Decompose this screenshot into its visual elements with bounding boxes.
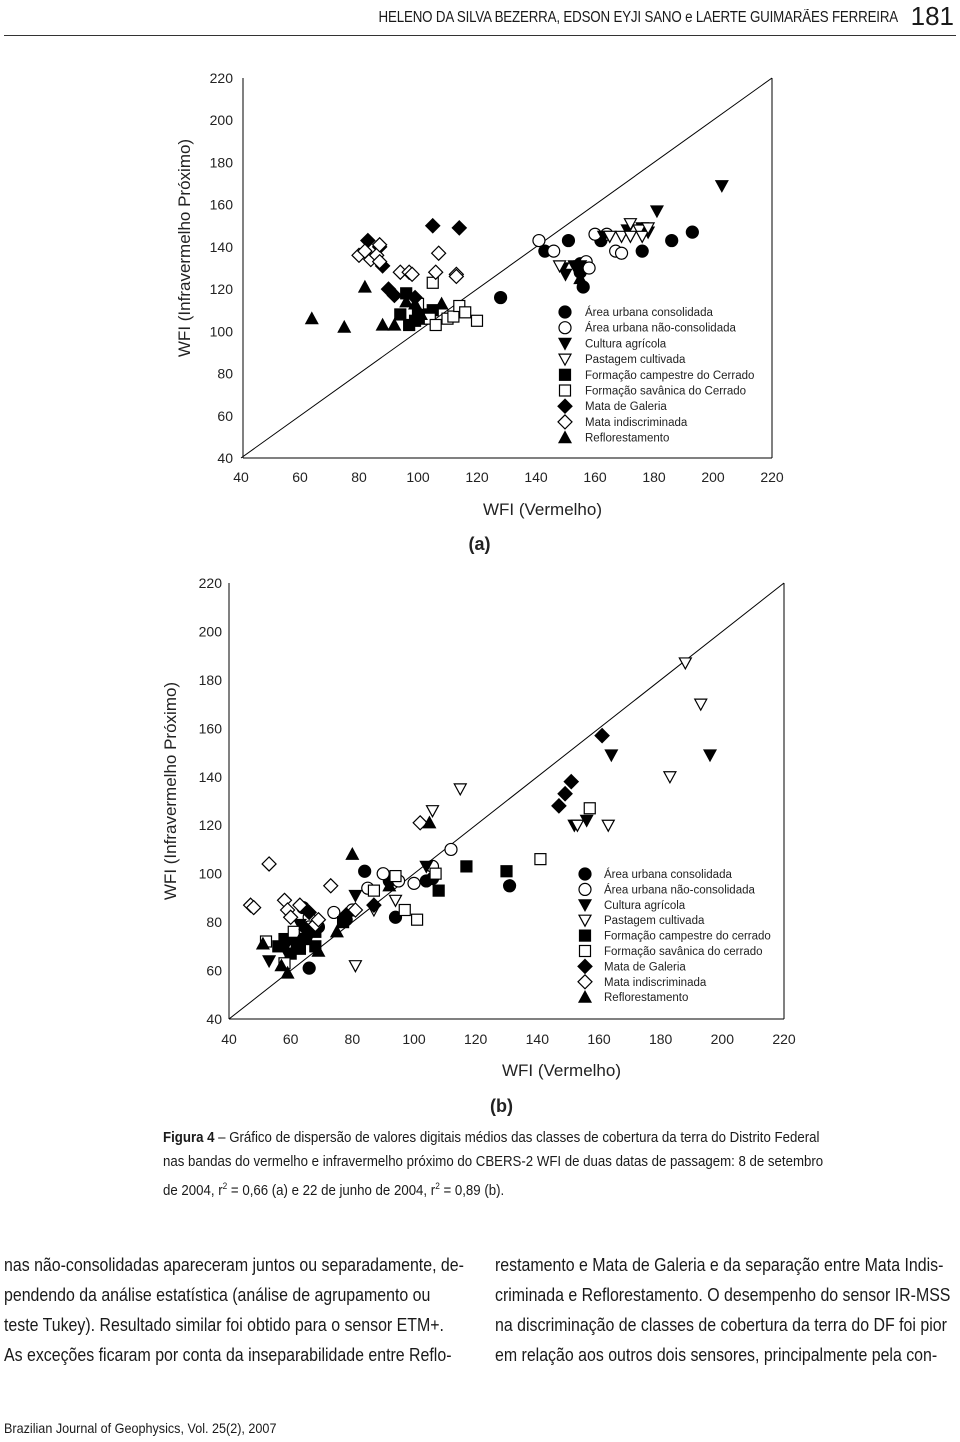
- caption-line-3a: de 2004, r: [163, 1182, 223, 1199]
- data-point: [359, 865, 371, 877]
- y-axis-label: WFI (Infravermelho Próximo): [161, 681, 180, 901]
- y-tick-label: 220: [209, 70, 233, 86]
- data-point: [535, 854, 546, 865]
- data-point: [602, 820, 614, 831]
- data-point: [584, 803, 595, 814]
- x-tick-label: 120: [463, 1031, 488, 1047]
- figure-caption: [163, 1126, 824, 1203]
- legend-marker: [580, 930, 591, 941]
- x-tick-label: 100: [406, 469, 430, 485]
- legend-marker: [579, 883, 591, 895]
- legend-label: Área urbana não-consolidada: [604, 884, 755, 897]
- data-point: [605, 750, 617, 761]
- data-point: [306, 313, 318, 324]
- body-line: na discriminação de classes de cobertura da terra do DF foi pior: [495, 1314, 947, 1335]
- data-point: [427, 806, 439, 817]
- legend-label: Pastagem cultivada: [604, 915, 705, 928]
- data-point: [349, 961, 361, 972]
- header-authors: HELENO DA SILVA BEZERRA, EDSON EYJI SANO e LAERTE GUIMARÃES FERREIRA: [378, 9, 898, 26]
- y-tick-label: 180: [209, 154, 233, 171]
- x-tick-label: 160: [587, 1031, 611, 1047]
- body-line: pendendo da análise estatística (análise de agrupamento ou: [4, 1284, 431, 1305]
- data-point: [624, 231, 636, 242]
- x-tick-label: 200: [710, 1031, 735, 1047]
- body-column-right: [495, 1250, 954, 1370]
- x-tick-label: 60: [292, 469, 308, 485]
- legend-marker: [580, 946, 591, 957]
- x-tick-label: 140: [525, 1031, 550, 1047]
- data-point: [399, 905, 410, 916]
- x-tick-label: 60: [282, 1031, 299, 1047]
- y-tick-label: 200: [198, 623, 222, 640]
- data-point: [388, 319, 400, 330]
- legend-label: Reflorestamento: [585, 432, 670, 445]
- x-tick-label: 40: [221, 1031, 237, 1047]
- legend-marker: [559, 322, 571, 334]
- caption-label: Figura 4: [163, 1130, 215, 1146]
- x-tick-label: 40: [233, 469, 249, 485]
- y-tick-label: 160: [209, 196, 233, 213]
- y-tick-label: 140: [209, 238, 233, 255]
- y-tick-label: 120: [209, 281, 233, 298]
- caption-line-3c: = 0,89 (b).: [439, 1182, 505, 1199]
- caption-line-3b: = 0,66 (a) e 22 de junho de 2004, r: [227, 1182, 436, 1199]
- data-point: [616, 247, 628, 259]
- x-axis-label: WFI (Vermelho): [482, 500, 603, 519]
- body-line: restamento e Mata de Galeria e da separação entre Mata Indis-: [495, 1254, 944, 1275]
- data-point: [472, 315, 483, 326]
- legend-label: Formação campestre do Cerrado: [585, 369, 755, 382]
- legend-label: Mata de Galeria: [585, 401, 667, 414]
- y-tick-label: 100: [198, 865, 222, 882]
- x-tick-label: 100: [402, 1031, 426, 1047]
- data-point: [303, 962, 315, 974]
- body-column-left: [4, 1250, 464, 1370]
- data-point: [704, 750, 716, 761]
- y-tick-label: 60: [206, 962, 222, 979]
- data-point: [263, 956, 275, 967]
- legend-label: Mata indiscriminada: [585, 416, 688, 429]
- data-point: [395, 309, 406, 320]
- legend-marker: [579, 900, 591, 911]
- data-point: [460, 307, 471, 318]
- x-tick-label: 220: [760, 469, 784, 485]
- legend-label: Área urbana consolidada: [585, 307, 713, 319]
- y-tick-label: 120: [198, 817, 222, 834]
- body-line: em relação aos outros dois sensores, principalmente pela con-: [495, 1344, 938, 1365]
- data-point: [495, 292, 507, 304]
- data-point: [433, 885, 444, 896]
- data-point: [430, 868, 441, 879]
- x-tick-label: 80: [344, 1031, 361, 1047]
- legend-marker: [559, 338, 571, 349]
- x-tick-label: 180: [648, 1031, 673, 1047]
- scatter-chart-b: [0, 560, 960, 1116]
- data-point: [408, 877, 420, 889]
- legend-marker: [578, 959, 592, 973]
- data-point: [686, 226, 698, 238]
- y-tick-label: 80: [217, 365, 233, 382]
- data-point: [636, 231, 648, 242]
- data-point: [562, 235, 574, 247]
- legend-marker: [559, 354, 571, 365]
- legend-label: Reflorestamento: [604, 992, 689, 1005]
- panel-label: (b): [490, 1096, 513, 1116]
- y-tick-label: 220: [198, 575, 222, 591]
- legend-marker: [558, 399, 572, 413]
- data-point: [338, 321, 350, 332]
- data-point: [359, 281, 371, 292]
- x-tick-label: 80: [351, 469, 367, 485]
- data-point: [288, 926, 299, 937]
- header-rule: [4, 35, 956, 36]
- y-tick-label: 40: [206, 1011, 222, 1027]
- y-tick-label: 40: [217, 450, 233, 466]
- data-point: [426, 219, 440, 233]
- legend-label: Formação savânica do cerrado: [604, 946, 763, 958]
- data-point: [636, 245, 648, 257]
- legend-label: Mata indiscriminada: [604, 976, 707, 989]
- legend-label: Formação savânica do Cerrado: [585, 385, 747, 398]
- legend-marker: [559, 432, 571, 443]
- data-point: [324, 879, 338, 893]
- data-point: [504, 880, 516, 892]
- y-tick-label: 160: [198, 720, 222, 737]
- x-tick-label: 220: [772, 1031, 796, 1047]
- data-point: [651, 206, 663, 217]
- data-point: [390, 871, 401, 882]
- legend-marker: [559, 306, 571, 318]
- data-point: [454, 784, 466, 795]
- data-point: [430, 320, 441, 331]
- legend-marker: [578, 975, 592, 989]
- data-point: [533, 235, 545, 247]
- data-point: [412, 914, 423, 925]
- data-point: [560, 269, 572, 280]
- data-point: [368, 885, 379, 896]
- one-to-one-line: [241, 78, 772, 458]
- caption-sup-2: 2: [435, 1181, 440, 1191]
- legend-marker: [579, 991, 591, 1002]
- caption-line-1: – Gráfico de dispersão de valores digitais médios das classes de cobertura da terra do Distrito Federal: [214, 1130, 820, 1146]
- x-axis-label: WFI (Vermelho): [501, 1061, 622, 1080]
- x-tick-label: 180: [642, 469, 666, 485]
- legend-marker: [579, 915, 591, 926]
- journal-footer: Brazilian Journal of Geophysics, Vol. 25(2), 2007: [4, 1420, 277, 1436]
- data-point: [346, 848, 358, 859]
- data-point: [564, 775, 578, 789]
- data-point: [436, 298, 448, 309]
- legend-label: Cultura agrícola: [604, 899, 686, 912]
- body-line: criminada e Reflorestamento. O desempenho do sensor IR-MSS: [495, 1284, 951, 1305]
- data-point: [432, 246, 446, 260]
- data-point: [552, 799, 566, 813]
- data-point: [548, 245, 560, 257]
- caption-sup-1: 2: [222, 1181, 228, 1191]
- scatter-chart-a: [0, 40, 960, 600]
- legend-label: Área urbana consolidada: [604, 869, 732, 881]
- legend-marker: [579, 868, 591, 880]
- data-point: [349, 890, 361, 901]
- y-tick-label: 180: [198, 671, 222, 688]
- data-point: [664, 772, 676, 783]
- y-tick-label: 60: [217, 407, 233, 424]
- data-point: [595, 729, 609, 743]
- x-tick-label: 140: [524, 469, 548, 485]
- y-tick-label: 80: [206, 914, 222, 931]
- page-number: 181: [910, 1, 954, 31]
- data-point: [501, 866, 512, 877]
- data-point: [666, 235, 678, 247]
- panel-label: (a): [468, 534, 491, 554]
- legend-label: Cultura agrícola: [585, 338, 667, 351]
- data-point: [716, 181, 728, 192]
- x-tick-label: 160: [583, 469, 607, 485]
- y-axis-label: WFI (Infravermelho Próximo): [175, 138, 194, 358]
- legend-label: Formação campestre do cerrado: [604, 930, 771, 943]
- body-line: teste Tukey). Resultado similar foi obtido para o sensor ETM+.: [4, 1314, 444, 1335]
- data-point: [558, 787, 572, 801]
- legend-marker: [560, 369, 571, 380]
- legend-marker: [560, 385, 571, 396]
- y-tick-label: 100: [209, 323, 233, 340]
- data-point: [452, 221, 466, 235]
- legend-label: Mata de Galeria: [604, 961, 686, 974]
- running-header: [0, 0, 960, 40]
- legend-label: Pastagem cultivada: [585, 354, 686, 367]
- data-point: [377, 868, 389, 880]
- data-point: [695, 699, 707, 710]
- data-point: [367, 898, 381, 912]
- data-point: [461, 861, 472, 872]
- data-point: [445, 843, 457, 855]
- y-tick-label: 140: [198, 768, 222, 785]
- data-point: [262, 857, 276, 871]
- x-tick-label: 200: [701, 469, 725, 485]
- legend-marker: [558, 415, 572, 429]
- body-line: nas não-consolidadas apareceram juntos ou separadamente, de-: [4, 1254, 464, 1275]
- body-line: As exceções ficaram por conta da inseparabilidade entre Reflo-: [4, 1344, 452, 1365]
- data-point: [377, 319, 389, 330]
- legend-label: Área urbana não-consolidada: [585, 322, 736, 335]
- caption-line-2: nas bandas do vermelho e infravermelho próximo do CBERS-2 WFI de duas datas de passagem: 8 de setembro: [163, 1154, 824, 1170]
- x-tick-label: 120: [465, 469, 489, 485]
- data-point: [448, 311, 459, 322]
- y-tick-label: 200: [209, 112, 233, 129]
